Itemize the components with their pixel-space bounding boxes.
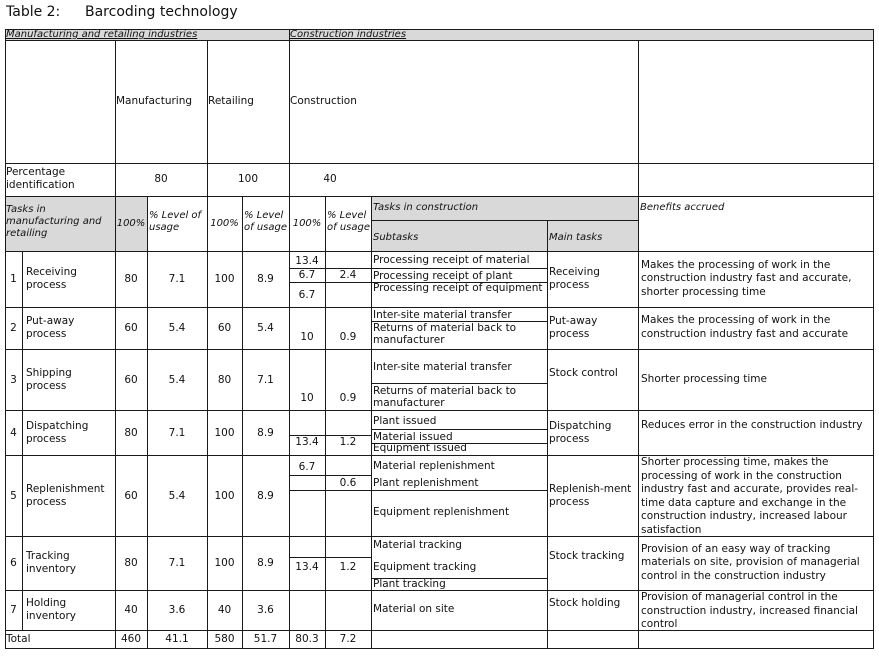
column-100-retail: 100% [210,218,239,229]
main-task: Stock tracking [549,550,625,562]
grid-line [147,196,148,649]
retailing-100: 100 [214,489,235,502]
percentage-identification-label: Percentage identification [6,166,75,191]
subtask: Material on site [373,603,455,615]
grid-line [5,307,874,308]
construction-100: 10 [300,331,314,343]
subtask: Material replenishment [373,460,495,472]
total-construction-100: 80.3 [295,633,319,645]
benefit: Makes the processing of work in the construction industry fast and accurate [641,314,849,340]
retailing-100: 100 [214,557,235,569]
benefit: Shorter processing time [641,372,767,385]
grid-line [5,196,874,197]
retailing-100: 100 [214,426,235,439]
subtask: Inter-site material transfer [373,309,512,321]
grid-line [547,220,548,649]
grid-line [325,196,326,649]
subtask: Equipment tracking [373,561,477,573]
manufacturing-level: 3.6 [168,604,186,616]
construction-100: 13.4 [295,436,319,448]
construction-level: 2.4 [339,269,357,281]
total-manufacturing-level: 41.1 [165,633,189,645]
manufacturing-level: 7.1 [168,426,186,439]
retailing-100: 80 [217,373,232,386]
retailing-100: 60 [217,322,232,334]
row-task: Dispatching process [26,419,89,445]
grid-line [5,648,874,649]
percentage-manufacturing: 80 [154,173,168,185]
grid-line [371,383,548,384]
row-task: Put-away process [26,315,75,340]
subtask: Equipment replenishment [373,506,510,518]
subtask: Returns of material back to manufacturer [373,322,517,346]
benefit: Provision of managerial control in the construction industry, increased financial control [641,591,858,631]
construction-100: 6.7 [298,269,316,281]
grid-line [371,268,548,269]
grid-line [5,410,874,411]
total-manufacturing-100: 460 [120,633,142,645]
row-number: 6 [10,557,17,569]
column-level-construction: % Level of usage [327,210,370,233]
main-task: Stock control [549,366,618,379]
subtask: Plant replenishment [373,477,479,489]
manufacturing-100: 80 [124,557,138,569]
column-subtasks: Subtasks [373,232,419,243]
row-task: Holding inventory [26,597,76,622]
manufacturing-level: 5.4 [168,322,186,334]
retailing-100: 100 [214,273,235,285]
main-task: Stock holding [549,597,621,609]
manufacturing-100: 60 [124,322,138,334]
subtask: Material issued [373,431,453,443]
retailing-level: 3.6 [257,604,274,616]
benefit: Reduces error in the construction industry [641,418,863,431]
subtask: Processing receipt of plant [373,270,513,282]
column-benefits: Benefits accrued [640,202,725,213]
manufacturing-level: 5.4 [168,373,186,386]
retailing-100: 40 [217,604,232,616]
table-label: Table 2: [6,4,61,20]
table-title: Barcoding technology [85,4,238,20]
construction-100: 6.7 [298,289,316,301]
column-level-mfg: % Level of usage [149,210,202,233]
construction-100: 10 [300,392,314,404]
construction-level: 1.2 [339,436,357,448]
retailing-level: 8.9 [257,273,274,285]
grid-line [242,196,243,649]
column-tasks-mfg-retail: Tasks in manufacturing and retailing [6,204,102,239]
subtask: Material tracking [373,539,462,551]
group-header-construction: Construction industries [290,29,407,40]
total-construction-level: 7.2 [339,633,357,645]
column-tasks-construction: Tasks in construction [373,202,479,213]
grid-line [289,557,372,558]
subtask: Inter-site material transfer [373,361,512,373]
grid-line [5,349,874,350]
percentage-construction: 40 [323,173,337,185]
column-manufacturing: Manufacturing [116,95,193,107]
row-task: Tracking inventory [26,550,76,575]
manufacturing-level: 7.1 [168,273,186,285]
row-task: Replenishment process [26,482,105,508]
column-construction: Construction [290,95,357,107]
row-number: 1 [10,273,17,285]
grid-line [371,490,548,491]
construction-level: 0.9 [339,331,357,343]
manufacturing-level: 5.4 [168,489,186,502]
grid-line [371,429,548,430]
manufacturing-100: 40 [124,604,138,616]
total-label: Total [6,633,31,645]
grid-line [289,490,372,491]
retailing-level: 7.1 [257,373,274,386]
column-100-construction: 100% [292,218,322,229]
percentage-retailing: 100 [237,173,259,185]
subtask: Processing receipt of material [373,254,530,266]
grid-line [289,475,372,476]
row-task: Receiving process [26,266,77,291]
construction-100: 13.4 [295,255,319,267]
column-retailing: Retailing [208,95,254,107]
subtask: Plant tracking [373,578,446,590]
grid-line [873,29,874,649]
grid-line [5,251,874,252]
grid-line [5,40,874,41]
main-task: Dispatching process [549,419,612,445]
row-number: 5 [10,489,17,502]
total-retailing-level: 51.7 [253,633,278,645]
subtask: Returns of material back to manufacturer [373,385,517,409]
main-task: Replenish-ment process [549,482,632,508]
total-retailing-100: 580 [214,633,235,645]
grid-line [371,220,639,221]
main-task: Receiving process [549,266,600,291]
retailing-level: 8.9 [257,489,274,502]
row-number: 2 [10,322,17,334]
construction-level: 0.6 [339,477,357,489]
subtask: Plant issued [373,415,437,427]
manufacturing-100: 60 [124,489,138,502]
row-number: 3 [10,373,17,386]
row-number: 4 [10,426,17,439]
construction-level: 0.9 [339,392,357,404]
main-task: Put-away process [549,315,598,340]
construction-100: 13.4 [295,561,319,573]
grid-line [5,29,6,649]
grid-line [638,40,639,649]
retailing-level: 8.9 [257,557,274,569]
column-level-retail: % Level of usage [244,210,287,233]
retailing-level: 8.9 [257,426,274,439]
manufacturing-100: 80 [124,426,138,439]
grid-line [22,251,23,631]
row-task: Shipping process [26,366,72,392]
benefit: Provision of an easy way of tracking materials on site, provision of managerial control in the construction industry [641,542,860,582]
manufacturing-100: 80 [124,273,138,285]
grid-line [289,282,372,283]
benefit: Shorter processing time, makes the processing of work in the construction industry fast and accurate, provides real-time data capture and exchange in the construction industry, increased labour satisfaction [641,456,859,536]
subtask: Processing receipt of equipment [373,282,543,294]
column-100-mfg: 100% [116,218,146,229]
retailing-level: 5.4 [257,322,274,334]
manufacturing-level: 7.1 [168,557,186,569]
grid-line [371,196,372,649]
construction-level: 1.2 [339,561,357,573]
group-header-mfg-retail: Manufacturing and retailing industries [6,29,198,40]
subtask: Equipment issued [373,442,467,454]
column-main-tasks: Main tasks [549,232,603,243]
grid-line [5,163,874,164]
construction-100: 6.7 [298,461,316,473]
manufacturing-100: 60 [124,373,138,386]
benefit: Makes the processing of work in the construction industry fast and accurate, shorter processing time [641,258,852,298]
row-number: 7 [10,604,17,616]
